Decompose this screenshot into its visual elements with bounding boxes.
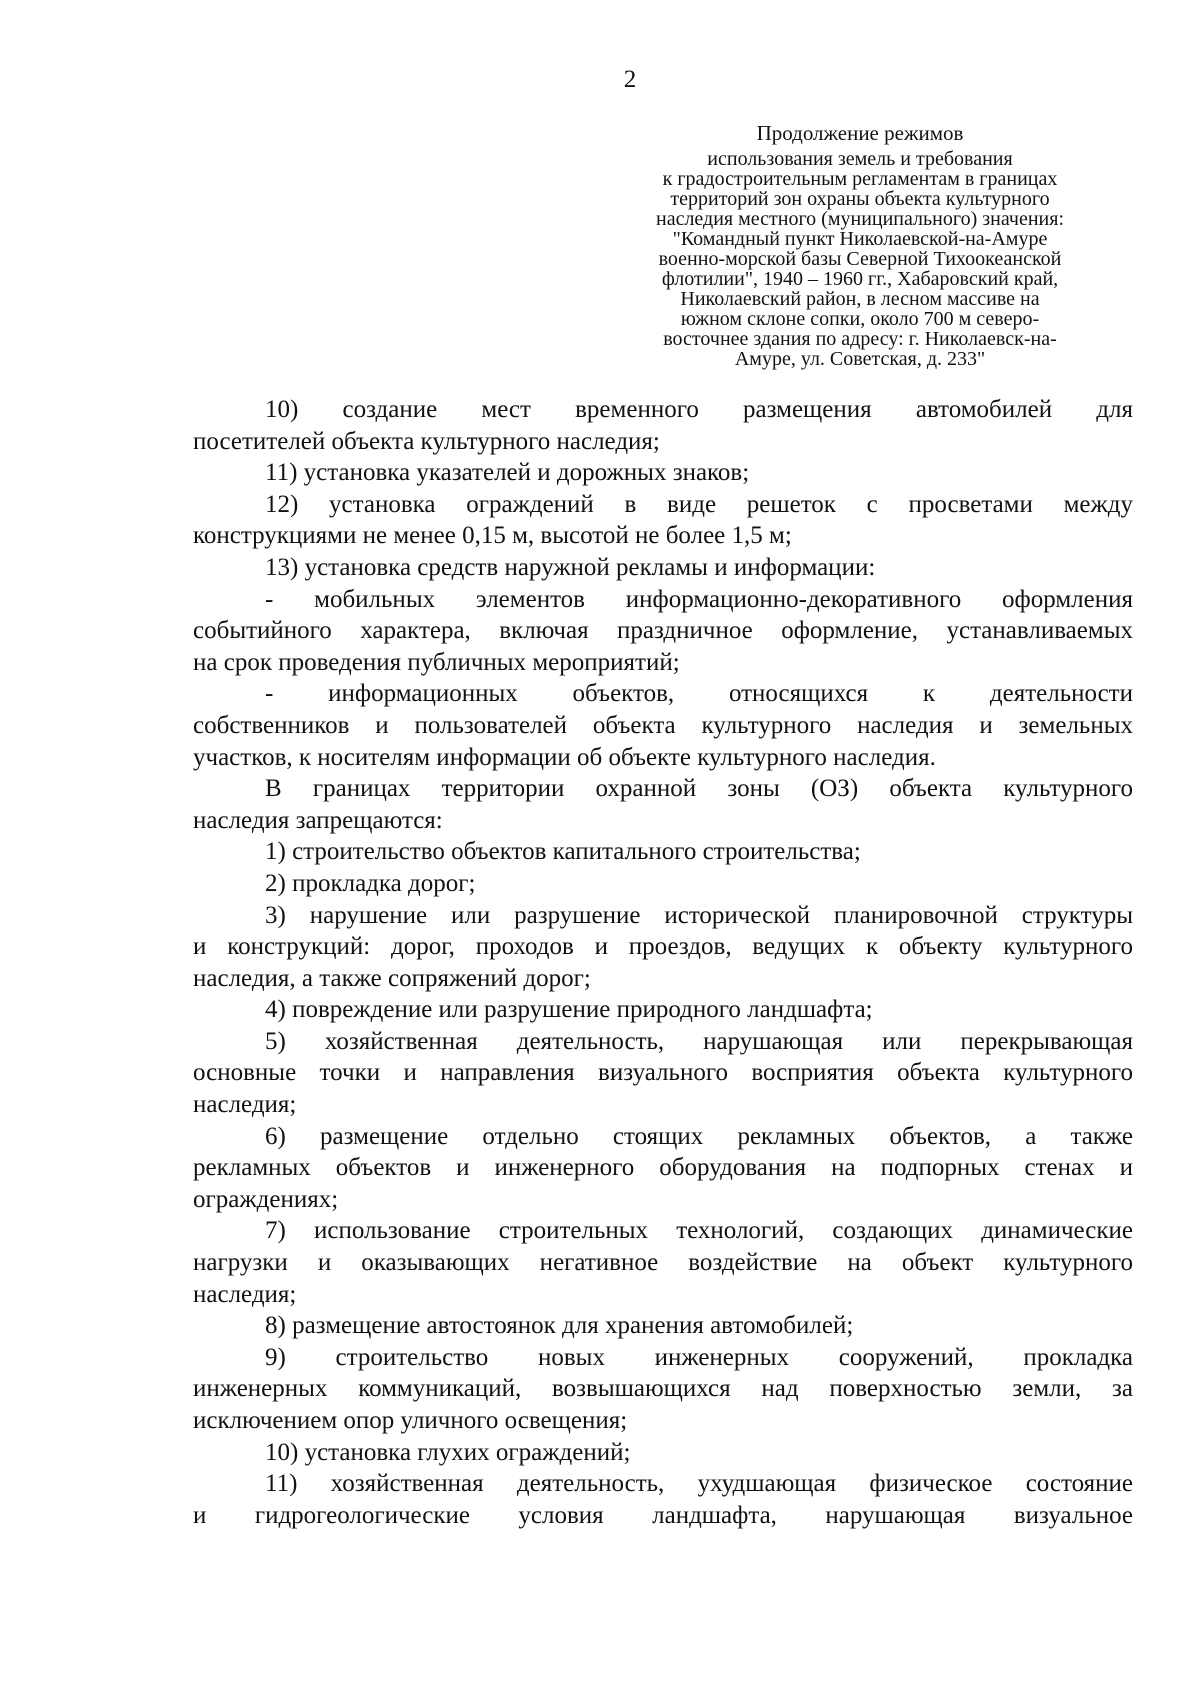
text-line: - информационных объектов, относящихся к деятельности: [265, 680, 1133, 708]
paragraph: [193, 489, 1133, 552]
paragraph: [193, 1437, 1133, 1469]
paragraph: [193, 1310, 1133, 1342]
text-line: 2) прокладка дорог;: [265, 869, 476, 897]
paragraph: [193, 1468, 1133, 1531]
text-line: 7) использование строительных технологий, создающих динамические: [265, 1217, 1133, 1245]
text-line: 5) хозяйственная деятельность, нарушающая или перекрывающая: [265, 1027, 1133, 1055]
text-line: 1) строительство объектов капитального строительства;: [265, 838, 861, 866]
text-line: основные точки и направления визуального восприятия объекта культурного: [193, 1059, 1133, 1087]
text-line: и гидрогеологические условия ландшафта, нарушающая визуальное: [193, 1501, 1133, 1529]
header-line: к градостроительным регламентам в границах: [662, 168, 1058, 190]
text-line: нагрузки и оказывающих негативное воздействие на объект культурного: [193, 1249, 1133, 1277]
header-line: "Командный пункт Николаевской-на-Амуре: [672, 228, 1048, 250]
text-line: ограждениях;: [193, 1185, 339, 1213]
text-line: исключением опор уличного освещения;: [193, 1407, 628, 1434]
text-line: инженерных коммуникаций, возвышающихся над поверхностью земли, за: [193, 1375, 1133, 1403]
text-line: наследия;: [193, 1091, 297, 1119]
text-line: - мобильных элементов информационно-декоративного оформления: [265, 585, 1133, 613]
text-line: 11) установка указателей и дорожных знаков;: [265, 459, 750, 487]
text-line: на срок проведения публичных мероприятий;: [193, 648, 680, 676]
paragraph: [193, 552, 1133, 584]
header-line: наследия местного (муниципального) значения:: [655, 208, 1065, 230]
header-block: [620, 123, 1100, 369]
header-line: флотилии", 1940 – 1960 гг., Хабаровский край,: [661, 268, 1059, 290]
text-line: 13) установка средств наружной рекламы и информации:: [265, 553, 876, 581]
body-text: [193, 394, 1133, 1531]
text-line: 12) установка ограждений в виде решеток с просветами между: [265, 490, 1133, 518]
paragraph: [193, 868, 1133, 900]
text-line: и конструкций: дорог, проходов и проездов, ведущих к объекту культурного: [193, 933, 1133, 961]
text-line: 8) размещение автостоянок для хранения автомобилей;: [265, 1312, 854, 1340]
header-line: Николаевский район, в лесном массиве на: [680, 288, 1040, 310]
text-line: наследия, а также сопряжений дорог;: [193, 964, 591, 992]
text-line: 4) повреждение или разрушение природного ландшафта;: [265, 996, 873, 1024]
text-line: посетителей объекта культурного наследия;: [193, 427, 660, 455]
header-line: военно-морской базы Северной Тихоокеанской: [658, 248, 1062, 270]
paragraph: [193, 900, 1133, 995]
text-line: 6) размещение отдельно стоящих рекламных объектов, а также: [265, 1122, 1133, 1150]
paragraph: [193, 994, 1133, 1026]
header-line: использования земель и требования: [707, 148, 1013, 170]
paragraph: [193, 773, 1133, 836]
header-line: восточнее здания по адресу: г. Николаевск-на-: [663, 328, 1057, 350]
paragraph: [193, 1121, 1133, 1216]
paragraph: [193, 394, 1133, 457]
page-number: 2: [623, 66, 637, 93]
paragraph: [193, 1215, 1133, 1310]
text-line: В границах территории охранной зоны (ОЗ) объекта культурного: [265, 775, 1133, 803]
text-line: наследия;: [193, 1280, 297, 1308]
text-line: 11) хозяйственная деятельность, ухудшающая физическое состояние: [265, 1470, 1133, 1498]
text-line: 3) нарушение или разрушение исторической планировочной структуры: [265, 901, 1133, 929]
paragraph: [193, 1342, 1133, 1437]
header-line: Продолжение режимов: [756, 121, 964, 145]
text-line: рекламных объектов и инженерного оборудования на подпорных стенах и: [193, 1154, 1133, 1182]
paragraph: [193, 457, 1133, 489]
header-line: территорий зон охраны объекта культурного: [670, 188, 1050, 210]
text-line: наследия запрещаются:: [193, 806, 443, 834]
paragraph: [193, 678, 1133, 773]
paragraph: [193, 584, 1133, 679]
paragraph: [193, 836, 1133, 868]
header-line: южном склоне сопки, около 700 м северо-: [680, 308, 1040, 330]
text-line: событийного характера, включая праздничное оформление, устанавливаемых: [193, 617, 1133, 645]
text-line: собственников и пользователей объекта культурного наследия и земельных: [193, 711, 1133, 739]
text-line: 10) установка глухих ограждений;: [265, 1438, 631, 1466]
text-line: конструкциями не менее 0,15 м, высотой не более 1,5 м;: [193, 522, 792, 550]
text-line: 10) создание мест временного размещения автомобилей для: [265, 396, 1133, 423]
text-line: 9) строительство новых инженерных сооружений, прокладка: [265, 1343, 1133, 1371]
text-line: участков, к носителям информации об объекте культурного наследия.: [193, 743, 936, 771]
paragraph: [193, 1026, 1133, 1121]
header-line: Амуре, ул. Советская, д. 233": [734, 348, 986, 370]
